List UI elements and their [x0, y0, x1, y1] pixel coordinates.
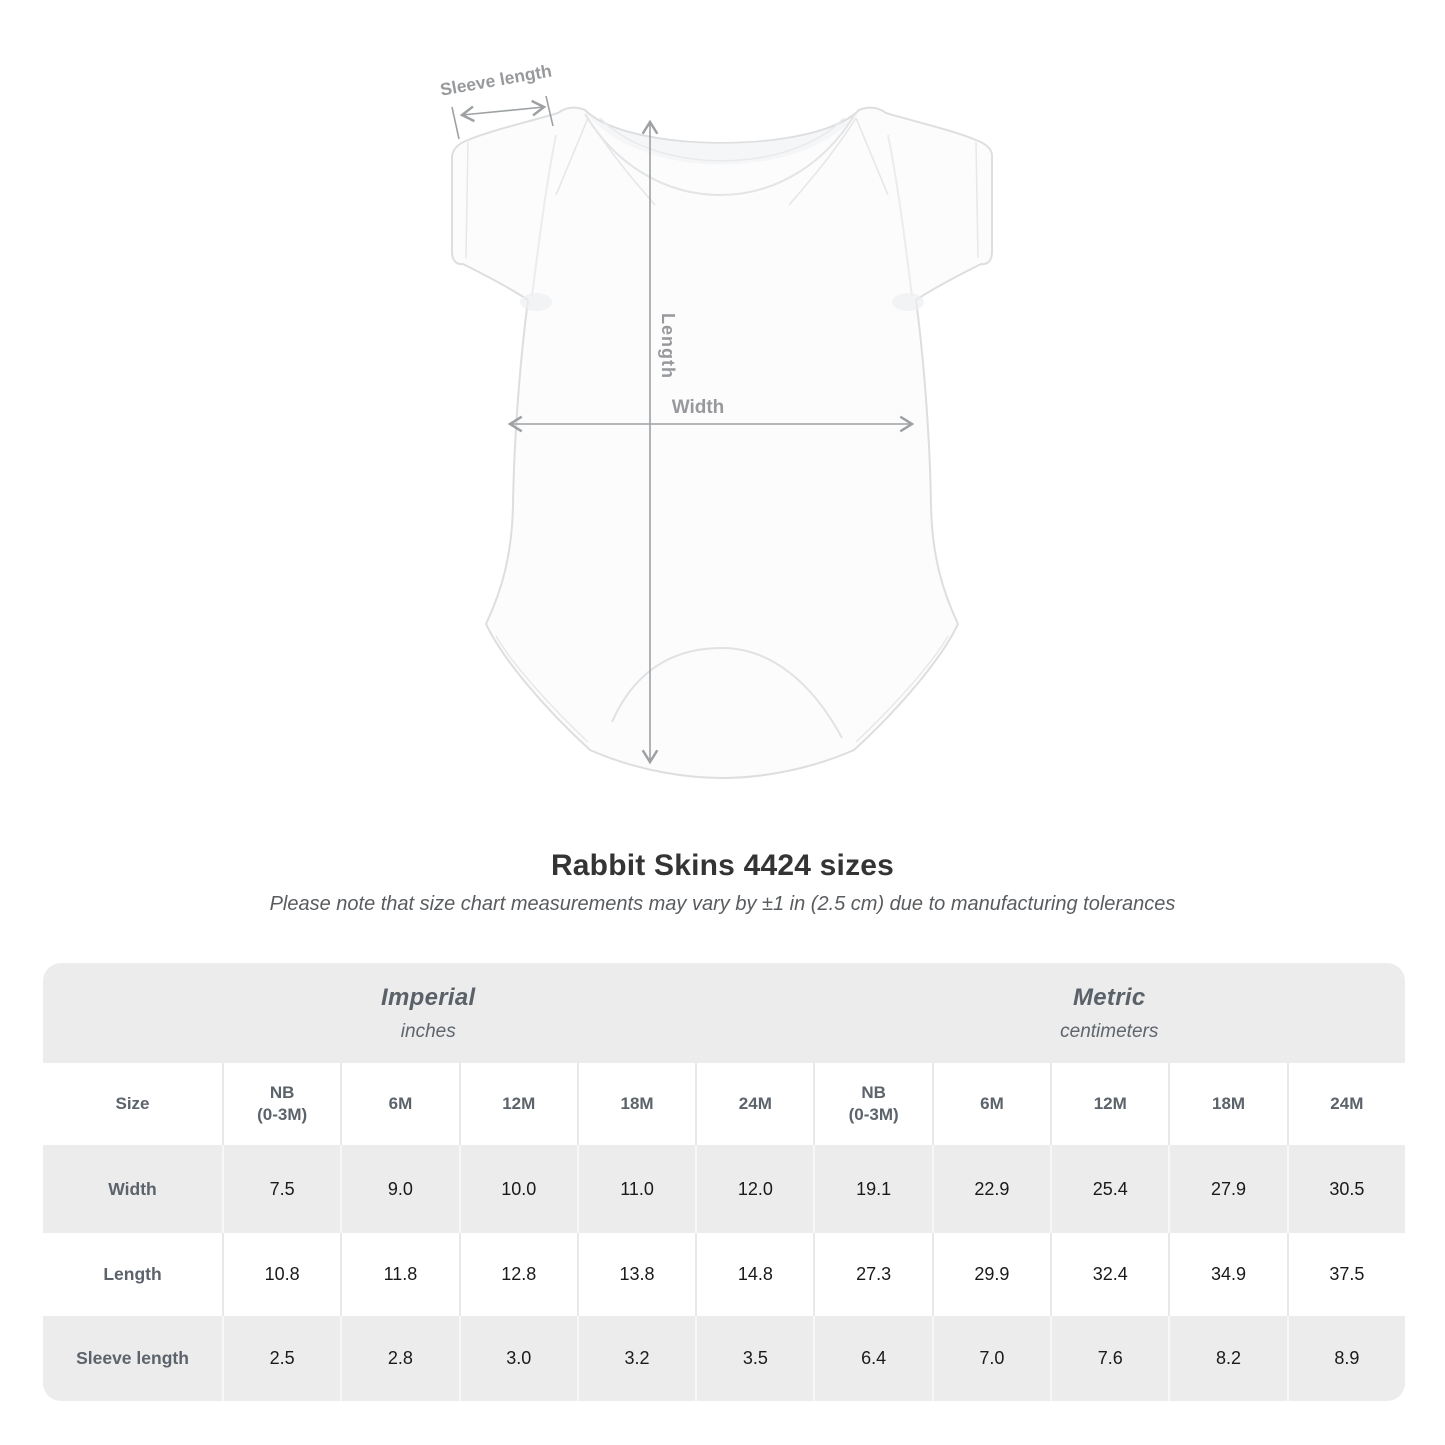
unit-band-row: [43, 963, 1405, 1063]
value-cell: 19.1: [813, 1145, 931, 1233]
imperial-unit: inches: [400, 1020, 456, 1042]
value-cell: 8.2: [1168, 1316, 1286, 1401]
value-cell: 30.5: [1287, 1145, 1405, 1233]
value-cell: 6.4: [813, 1316, 931, 1401]
metric-unit: centimeters: [1060, 1020, 1159, 1042]
col-header-metric-24m: 24M: [1287, 1063, 1405, 1145]
imperial-band: [43, 963, 813, 1063]
value-cell: 10.8: [222, 1233, 340, 1316]
col-header-metric-18m: 18M: [1168, 1063, 1286, 1145]
value-cell: 29.9: [932, 1233, 1050, 1316]
sleeve-length-row: [43, 1316, 1405, 1401]
value-cell: 37.5: [1287, 1233, 1405, 1316]
value-cell: 7.5: [222, 1145, 340, 1233]
row-label-sleeve-length: Sleeve length: [43, 1316, 222, 1401]
col-header-metric-nb: NB (0-3M): [813, 1063, 931, 1145]
col-header-imperial-6m: 6M: [340, 1063, 458, 1145]
value-cell: 2.8: [340, 1316, 458, 1401]
value-cell: 27.3: [813, 1233, 931, 1316]
length-row: [43, 1233, 1405, 1316]
imperial-title: Imperial: [381, 983, 476, 1011]
value-cell: 3.0: [459, 1316, 577, 1401]
value-cell: 12.8: [459, 1233, 577, 1316]
value-cell: 32.4: [1050, 1233, 1168, 1316]
value-cell: 7.0: [932, 1316, 1050, 1401]
value-cell: 3.2: [577, 1316, 695, 1401]
row-label-width: Width: [43, 1145, 222, 1233]
col-header-imperial-nb: NB (0-3M): [222, 1063, 340, 1145]
value-cell: 34.9: [1168, 1233, 1286, 1316]
corner-header-size: Size: [43, 1063, 222, 1145]
value-cell: 10.0: [459, 1145, 577, 1233]
size-header-row: [43, 1063, 1405, 1145]
left-armpit-shadow: [520, 293, 552, 311]
value-cell: 8.9: [1287, 1316, 1405, 1401]
value-cell: 14.8: [695, 1233, 813, 1316]
bodysuit-illustration: [452, 108, 992, 778]
value-cell: 2.5: [222, 1316, 340, 1401]
width-row: [43, 1145, 1405, 1233]
col-header-imperial-12m: 12M: [459, 1063, 577, 1145]
right-armpit-shadow: [892, 293, 924, 311]
sleeve-length-tick-left: [452, 107, 459, 139]
value-cell: 13.8: [577, 1233, 695, 1316]
value-cell: 7.6: [1050, 1316, 1168, 1401]
length-label: Length: [658, 313, 678, 379]
col-header-metric-12m: 12M: [1050, 1063, 1168, 1145]
value-cell: 11.8: [340, 1233, 458, 1316]
col-header-metric-6m: 6M: [932, 1063, 1050, 1145]
value-cell: 3.5: [695, 1316, 813, 1401]
value-cell: 9.0: [340, 1145, 458, 1233]
col-header-imperial-24m: 24M: [695, 1063, 813, 1145]
value-cell: 11.0: [577, 1145, 695, 1233]
sleeve-length-label: Sleeve length: [438, 60, 554, 100]
value-cell: 25.4: [1050, 1145, 1168, 1233]
width-label: Width: [671, 397, 725, 418]
sleeve-length-arrow: [462, 107, 544, 115]
tolerance-note: Please note that size chart measurements may vary by ±1 in (2.5 cm) due to manufacturing tolerances: [269, 893, 1176, 915]
size-chart-table: [43, 963, 1405, 1401]
row-label-length: Length: [43, 1233, 222, 1316]
value-cell: 12.0: [695, 1145, 813, 1233]
value-cell: 22.9: [932, 1145, 1050, 1233]
value-cell: 27.9: [1168, 1145, 1286, 1233]
metric-band: [813, 963, 1405, 1063]
size-chart-table-wrap: [43, 963, 1405, 1401]
page-title: Rabbit Skins 4424 sizes: [550, 849, 895, 882]
metric-title: Metric: [1072, 983, 1146, 1011]
col-header-imperial-18m: 18M: [577, 1063, 695, 1145]
